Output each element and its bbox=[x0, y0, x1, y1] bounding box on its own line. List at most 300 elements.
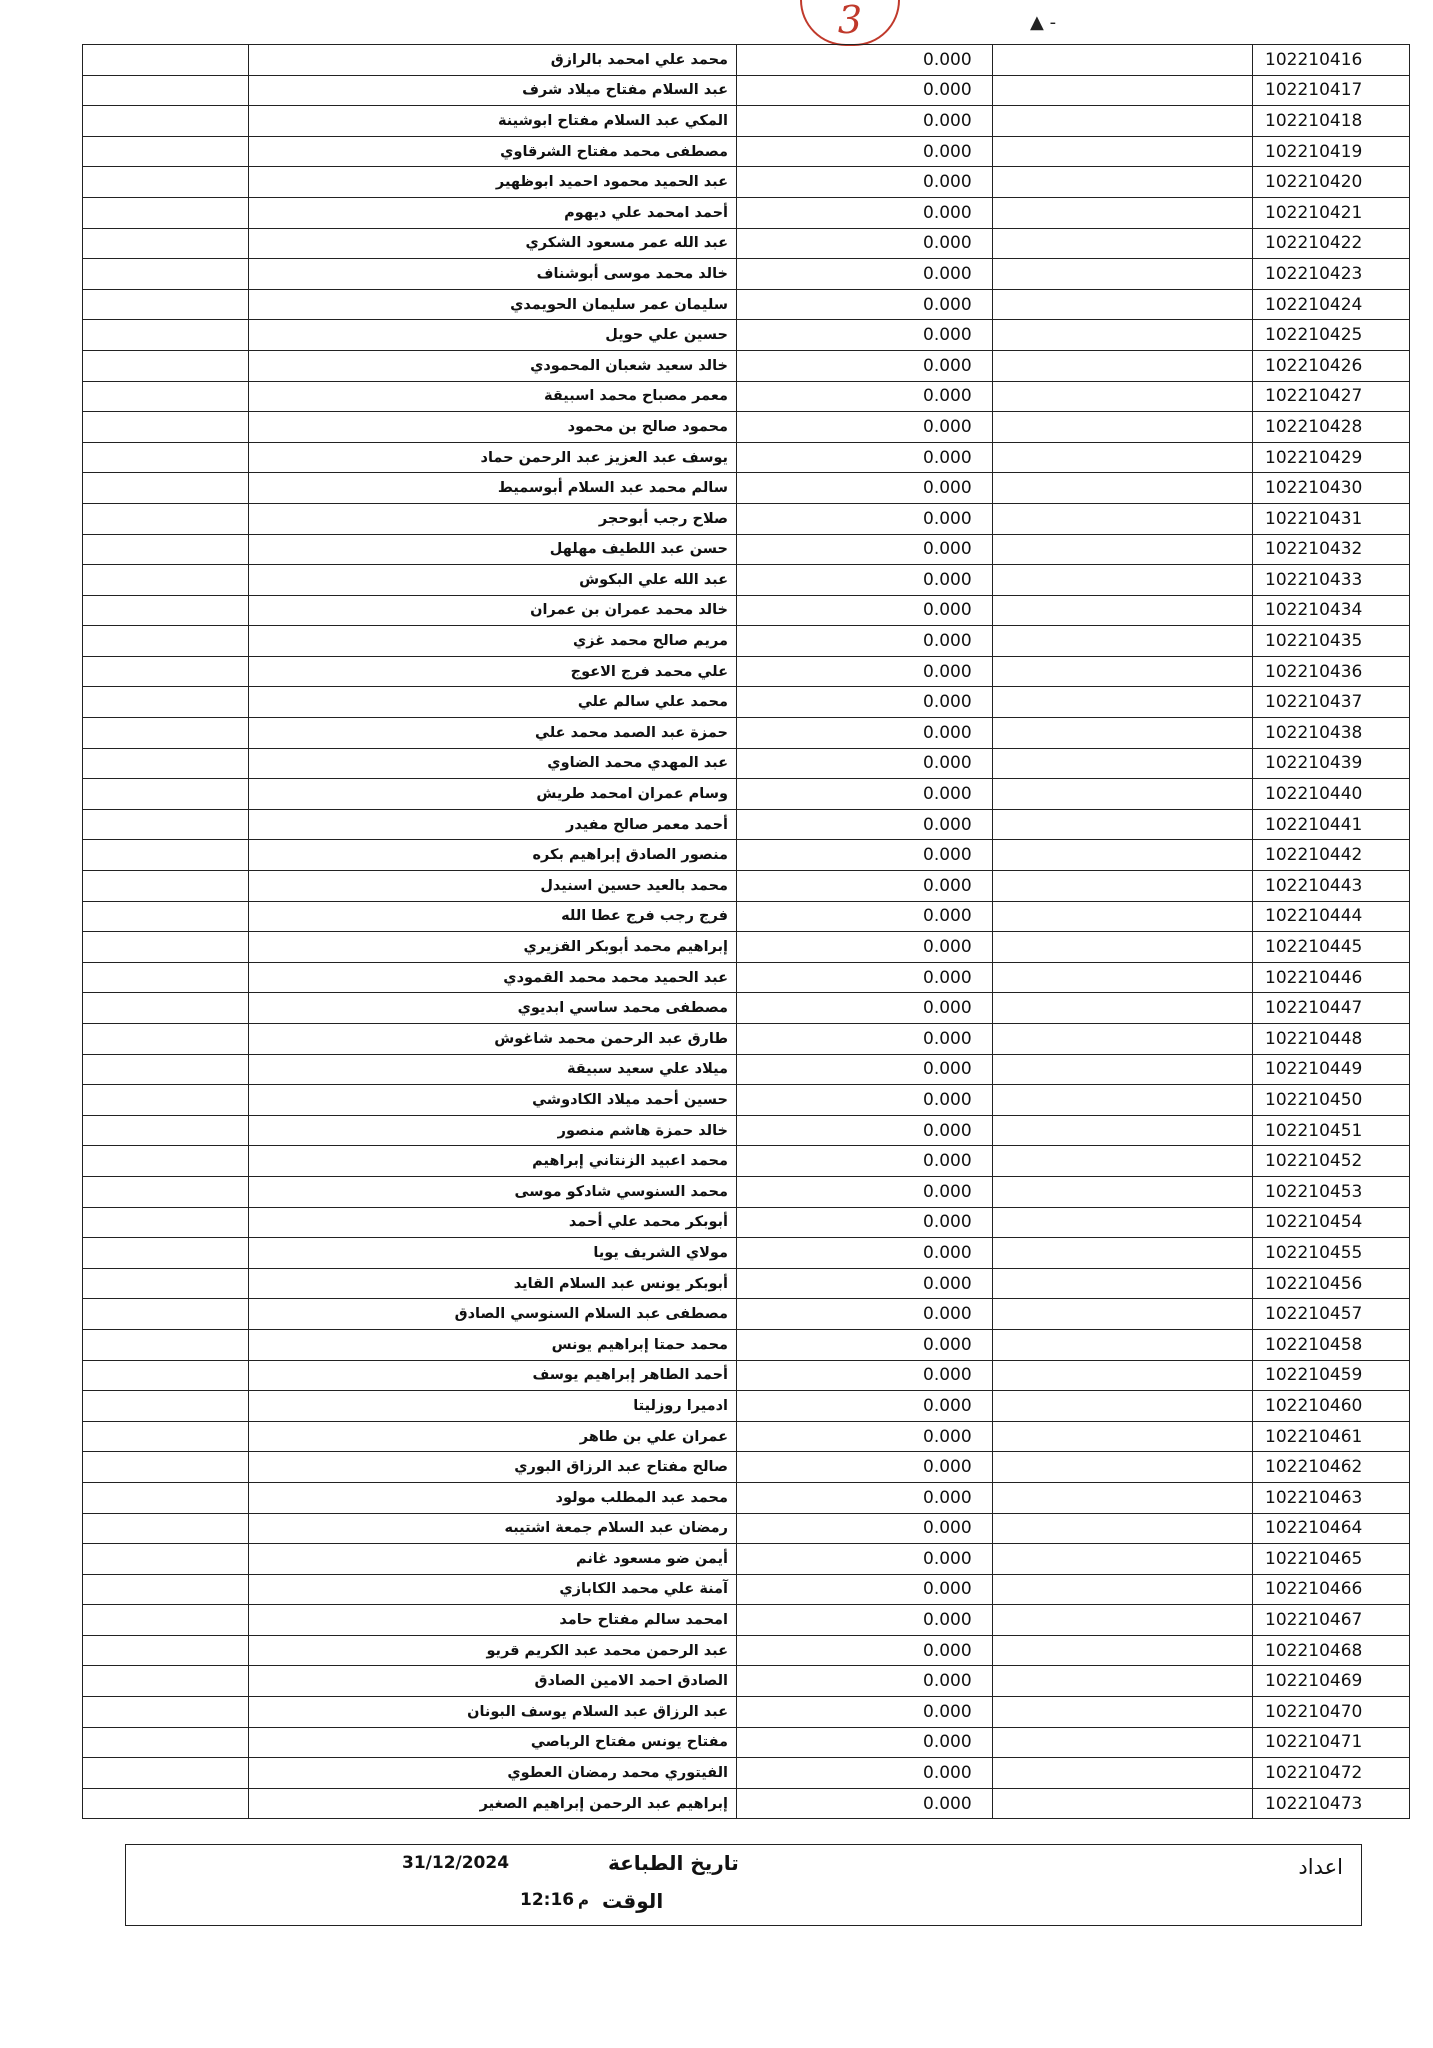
amount-cell: 0.000 bbox=[737, 1176, 993, 1207]
name-cell: رمضان عبد السلام جمعة اشتيبه bbox=[249, 1513, 737, 1544]
amount-cell: 0.000 bbox=[737, 1268, 993, 1299]
print-date-value: 31/12/2024 bbox=[402, 1853, 510, 1873]
amount-cell: 0.000 bbox=[737, 656, 993, 687]
id-cell: 102210426 bbox=[1253, 350, 1410, 381]
name-cell: سليمان عمر سليمان الحويمدي bbox=[249, 289, 737, 320]
amount-cell: 0.000 bbox=[737, 1727, 993, 1758]
blank-cell bbox=[83, 1421, 249, 1452]
name-cell: مصطفى محمد مفتاح الشرقاوي bbox=[249, 136, 737, 167]
amount-cell: 0.000 bbox=[737, 442, 993, 473]
id-cell: 102210446 bbox=[1253, 962, 1410, 993]
table-row bbox=[83, 1299, 1410, 1330]
name-cell: أحمد الطاهر إبراهيم يوسف bbox=[249, 1360, 737, 1391]
id-cell: 102210462 bbox=[1253, 1452, 1410, 1483]
print-date-label: تاريخ الطباعة bbox=[608, 1851, 739, 1875]
blank-cell bbox=[993, 473, 1253, 504]
blank-cell bbox=[83, 932, 249, 963]
blank-cell bbox=[993, 1758, 1253, 1789]
blank-cell bbox=[83, 259, 249, 290]
table-row bbox=[83, 381, 1410, 412]
id-cell: 102210427 bbox=[1253, 381, 1410, 412]
blank-cell bbox=[83, 473, 249, 504]
blank-cell bbox=[83, 503, 249, 534]
amount-cell: 0.000 bbox=[737, 1513, 993, 1544]
table-row bbox=[83, 718, 1410, 749]
table-row bbox=[83, 259, 1410, 290]
amount-cell: 0.000 bbox=[737, 626, 993, 657]
amount-cell: 0.000 bbox=[737, 901, 993, 932]
id-cell: 102210416 bbox=[1253, 45, 1410, 76]
amount-cell: 0.000 bbox=[737, 962, 993, 993]
table-row bbox=[83, 503, 1410, 534]
id-cell: 102210441 bbox=[1253, 809, 1410, 840]
print-time-suffix: م bbox=[578, 1891, 589, 1909]
table-row bbox=[83, 1482, 1410, 1513]
table-row bbox=[83, 932, 1410, 963]
table-row bbox=[83, 442, 1410, 473]
name-cell: محمود صالح بن محمود bbox=[249, 412, 737, 443]
id-cell: 102210440 bbox=[1253, 779, 1410, 810]
name-cell: يوسف عبد العزيز عبد الرحمن حماد bbox=[249, 442, 737, 473]
blank-cell bbox=[993, 106, 1253, 137]
name-cell: ادميرا روزليتا bbox=[249, 1391, 737, 1422]
blank-cell bbox=[993, 1697, 1253, 1728]
name-cell: طارق عبد الرحمن محمد شاغوش bbox=[249, 1024, 737, 1055]
id-cell: 102210442 bbox=[1253, 840, 1410, 871]
id-cell: 102210419 bbox=[1253, 136, 1410, 167]
blank-cell bbox=[993, 1727, 1253, 1758]
name-cell: أحمد امحمد علي ديهوم bbox=[249, 197, 737, 228]
blank-cell bbox=[993, 503, 1253, 534]
blank-cell bbox=[993, 871, 1253, 902]
blank-cell bbox=[993, 381, 1253, 412]
name-cell: عمران علي بن طاهر bbox=[249, 1421, 737, 1452]
name-cell: مصطفى محمد ساسي ابديوي bbox=[249, 993, 737, 1024]
amount-cell: 0.000 bbox=[737, 1054, 993, 1085]
blank-cell bbox=[993, 1574, 1253, 1605]
blank-cell bbox=[83, 381, 249, 412]
blank-cell bbox=[83, 962, 249, 993]
table-row bbox=[83, 1788, 1410, 1819]
id-cell: 102210453 bbox=[1253, 1176, 1410, 1207]
id-cell: 102210457 bbox=[1253, 1299, 1410, 1330]
name-cell: مفتاح يونس مفتاح الرباصي bbox=[249, 1727, 737, 1758]
blank-cell bbox=[83, 1635, 249, 1666]
print-time-label: الوقت bbox=[602, 1889, 664, 1913]
table-row bbox=[83, 289, 1410, 320]
table-row bbox=[83, 1146, 1410, 1177]
amount-cell: 0.000 bbox=[737, 289, 993, 320]
blank-cell bbox=[993, 1788, 1253, 1819]
blank-cell bbox=[993, 1635, 1253, 1666]
name-cell: امحمد سالم مفتاح حامد bbox=[249, 1605, 737, 1636]
table-row bbox=[83, 197, 1410, 228]
blank-cell bbox=[993, 1329, 1253, 1360]
blank-cell bbox=[83, 136, 249, 167]
table-row bbox=[83, 962, 1410, 993]
blank-cell bbox=[993, 779, 1253, 810]
blank-cell bbox=[83, 1574, 249, 1605]
table-row bbox=[83, 1085, 1410, 1116]
blank-cell bbox=[83, 1727, 249, 1758]
amount-cell: 0.000 bbox=[737, 748, 993, 779]
blank-cell bbox=[993, 1176, 1253, 1207]
blank-cell bbox=[83, 1697, 249, 1728]
id-cell: 102210423 bbox=[1253, 259, 1410, 290]
id-cell: 102210468 bbox=[1253, 1635, 1410, 1666]
id-cell: 102210443 bbox=[1253, 871, 1410, 902]
id-cell: 102210467 bbox=[1253, 1605, 1410, 1636]
amount-cell: 0.000 bbox=[737, 167, 993, 198]
amount-cell: 0.000 bbox=[737, 840, 993, 871]
id-cell: 102210433 bbox=[1253, 565, 1410, 596]
amount-cell: 0.000 bbox=[737, 1605, 993, 1636]
id-cell: 102210444 bbox=[1253, 901, 1410, 932]
blank-cell bbox=[993, 1299, 1253, 1330]
amount-cell: 0.000 bbox=[737, 993, 993, 1024]
name-cell: إبراهيم عبد الرحمن إبراهيم الصغير bbox=[249, 1788, 737, 1819]
name-cell: محمد عبد المطلب مولود bbox=[249, 1482, 737, 1513]
id-cell: 102210472 bbox=[1253, 1758, 1410, 1789]
id-cell: 102210420 bbox=[1253, 167, 1410, 198]
blank-cell bbox=[83, 840, 249, 871]
amount-cell: 0.000 bbox=[737, 381, 993, 412]
name-cell: ميلاد علي سعيد سبيقة bbox=[249, 1054, 737, 1085]
blank-cell bbox=[83, 320, 249, 351]
blank-cell bbox=[83, 1666, 249, 1697]
blank-cell bbox=[993, 626, 1253, 657]
amount-cell: 0.000 bbox=[737, 1666, 993, 1697]
amount-cell: 0.000 bbox=[737, 1482, 993, 1513]
name-cell: حسين علي حويل bbox=[249, 320, 737, 351]
name-cell: حسين أحمد ميلاد الكادوشي bbox=[249, 1085, 737, 1116]
blank-cell bbox=[993, 1238, 1253, 1269]
amount-cell: 0.000 bbox=[737, 503, 993, 534]
amount-cell: 0.000 bbox=[737, 45, 993, 76]
name-cell: محمد بالعيد حسين اسنيدل bbox=[249, 871, 737, 902]
amount-cell: 0.000 bbox=[737, 1574, 993, 1605]
amount-cell: 0.000 bbox=[737, 1085, 993, 1116]
amount-cell: 0.000 bbox=[737, 320, 993, 351]
blank-cell bbox=[83, 1054, 249, 1085]
blank-cell bbox=[993, 1054, 1253, 1085]
table-row bbox=[83, 687, 1410, 718]
table-row bbox=[83, 871, 1410, 902]
blank-cell bbox=[993, 1024, 1253, 1055]
name-cell: فرج رجب فرج عطا الله bbox=[249, 901, 737, 932]
pen-mark: ▲ - bbox=[1030, 12, 1057, 33]
id-cell: 102210463 bbox=[1253, 1482, 1410, 1513]
blank-cell bbox=[993, 901, 1253, 932]
blank-cell bbox=[993, 748, 1253, 779]
amount-cell: 0.000 bbox=[737, 1115, 993, 1146]
blank-cell bbox=[993, 1544, 1253, 1575]
blank-cell bbox=[993, 1605, 1253, 1636]
blank-cell bbox=[83, 748, 249, 779]
name-cell: صلاح رجب أبوحجر bbox=[249, 503, 737, 534]
id-cell: 102210470 bbox=[1253, 1697, 1410, 1728]
table-row bbox=[83, 1574, 1410, 1605]
blank-cell bbox=[83, 1544, 249, 1575]
amount-cell: 0.000 bbox=[737, 687, 993, 718]
id-cell: 102210418 bbox=[1253, 106, 1410, 137]
amount-cell: 0.000 bbox=[737, 136, 993, 167]
id-cell: 102210417 bbox=[1253, 75, 1410, 106]
blank-cell bbox=[83, 534, 249, 565]
blank-cell bbox=[83, 595, 249, 626]
name-cell: خالد محمد عمران بن عمران bbox=[249, 595, 737, 626]
amount-cell: 0.000 bbox=[737, 1146, 993, 1177]
amount-cell: 0.000 bbox=[737, 1024, 993, 1055]
blank-cell bbox=[993, 75, 1253, 106]
blank-cell bbox=[993, 1391, 1253, 1422]
table-row bbox=[83, 565, 1410, 596]
handwritten-page-number: 3 bbox=[800, 0, 900, 46]
id-cell: 102210436 bbox=[1253, 656, 1410, 687]
name-cell: خالد سعيد شعبان المحمودي bbox=[249, 350, 737, 381]
id-cell: 102210455 bbox=[1253, 1238, 1410, 1269]
amount-cell: 0.000 bbox=[737, 871, 993, 902]
blank-cell bbox=[83, 1391, 249, 1422]
table-row bbox=[83, 1452, 1410, 1483]
blank-cell bbox=[83, 1176, 249, 1207]
table-row bbox=[83, 1391, 1410, 1422]
blank-cell bbox=[993, 167, 1253, 198]
name-cell: عبد الرزاق عبد السلام يوسف البونان bbox=[249, 1697, 737, 1728]
blank-cell bbox=[83, 687, 249, 718]
id-cell: 102210451 bbox=[1253, 1115, 1410, 1146]
blank-cell bbox=[993, 1452, 1253, 1483]
name-cell: الصادق احمد الامين الصادق bbox=[249, 1666, 737, 1697]
blank-cell bbox=[83, 1329, 249, 1360]
table-row bbox=[83, 779, 1410, 810]
table-row bbox=[83, 748, 1410, 779]
blank-cell bbox=[83, 289, 249, 320]
id-cell: 102210471 bbox=[1253, 1727, 1410, 1758]
blank-cell bbox=[993, 350, 1253, 381]
id-cell: 102210449 bbox=[1253, 1054, 1410, 1085]
name-cell: عبد الحميد محمد محمد القمودي bbox=[249, 962, 737, 993]
table-row bbox=[83, 228, 1410, 259]
blank-cell bbox=[993, 1360, 1253, 1391]
blank-cell bbox=[83, 442, 249, 473]
blank-cell bbox=[83, 75, 249, 106]
table-row bbox=[83, 473, 1410, 504]
name-cell: محمد علي امحمد بالرازق bbox=[249, 45, 737, 76]
name-cell: عبد السلام مفتاح ميلاد شرف bbox=[249, 75, 737, 106]
id-cell: 102210460 bbox=[1253, 1391, 1410, 1422]
blank-cell bbox=[993, 1207, 1253, 1238]
name-cell: أبوبكر محمد علي أحمد bbox=[249, 1207, 737, 1238]
id-cell: 102210445 bbox=[1253, 932, 1410, 963]
blank-cell bbox=[83, 871, 249, 902]
blank-cell bbox=[993, 840, 1253, 871]
blank-cell bbox=[83, 228, 249, 259]
print-footer bbox=[125, 1844, 1362, 1926]
id-cell: 102210434 bbox=[1253, 595, 1410, 626]
name-cell: محمد اعبيد الزنتاني إبراهيم bbox=[249, 1146, 737, 1177]
table-row bbox=[83, 1421, 1410, 1452]
name-cell: أيمن ضو مسعود غانم bbox=[249, 1544, 737, 1575]
id-cell: 102210430 bbox=[1253, 473, 1410, 504]
blank-cell bbox=[993, 1115, 1253, 1146]
amount-cell: 0.000 bbox=[737, 565, 993, 596]
table-row bbox=[83, 809, 1410, 840]
name-cell: الفيتوري محمد رمضان العطوي bbox=[249, 1758, 737, 1789]
blank-cell bbox=[83, 1482, 249, 1513]
table-row bbox=[83, 1635, 1410, 1666]
id-cell: 102210459 bbox=[1253, 1360, 1410, 1391]
blank-cell bbox=[993, 197, 1253, 228]
blank-cell bbox=[993, 1146, 1253, 1177]
blank-cell bbox=[993, 809, 1253, 840]
table-row bbox=[83, 106, 1410, 137]
blank-cell bbox=[993, 228, 1253, 259]
table-row bbox=[83, 1544, 1410, 1575]
name-cell: عبد الله علي البكوش bbox=[249, 565, 737, 596]
blank-cell bbox=[993, 412, 1253, 443]
amount-cell: 0.000 bbox=[737, 1697, 993, 1728]
id-cell: 102210422 bbox=[1253, 228, 1410, 259]
amount-cell: 0.000 bbox=[737, 1635, 993, 1666]
blank-cell bbox=[83, 565, 249, 596]
id-cell: 102210431 bbox=[1253, 503, 1410, 534]
blank-cell bbox=[993, 1666, 1253, 1697]
amount-cell: 0.000 bbox=[737, 412, 993, 443]
blank-cell bbox=[993, 687, 1253, 718]
blank-cell bbox=[83, 1115, 249, 1146]
blank-cell bbox=[993, 595, 1253, 626]
print-time-value: 12:16 bbox=[520, 1890, 575, 1910]
id-cell: 102210432 bbox=[1253, 534, 1410, 565]
amount-cell: 0.000 bbox=[737, 1452, 993, 1483]
id-cell: 102210465 bbox=[1253, 1544, 1410, 1575]
table-row bbox=[83, 993, 1410, 1024]
name-cell: مولاي الشريف يويا bbox=[249, 1238, 737, 1269]
blank-cell bbox=[83, 167, 249, 198]
amount-cell: 0.000 bbox=[737, 1421, 993, 1452]
name-cell: معمر مصباح محمد اسبيقة bbox=[249, 381, 737, 412]
table-row bbox=[83, 412, 1410, 443]
id-cell: 102210437 bbox=[1253, 687, 1410, 718]
name-cell: إبراهيم محمد أبوبكر القزيري bbox=[249, 932, 737, 963]
id-cell: 102210447 bbox=[1253, 993, 1410, 1024]
table-row bbox=[83, 595, 1410, 626]
blank-cell bbox=[83, 901, 249, 932]
id-cell: 102210452 bbox=[1253, 1146, 1410, 1177]
blank-cell bbox=[993, 534, 1253, 565]
table-row bbox=[83, 1238, 1410, 1269]
name-cell: عبد المهدي محمد الضاوي bbox=[249, 748, 737, 779]
id-cell: 102210438 bbox=[1253, 718, 1410, 749]
name-cell: علي محمد فرج الاعوج bbox=[249, 656, 737, 687]
amount-cell: 0.000 bbox=[737, 1788, 993, 1819]
table-row bbox=[83, 45, 1410, 76]
blank-cell bbox=[83, 1085, 249, 1116]
table-row bbox=[83, 1666, 1410, 1697]
amount-cell: 0.000 bbox=[737, 197, 993, 228]
table-row bbox=[83, 1268, 1410, 1299]
blank-cell bbox=[83, 1788, 249, 1819]
id-cell: 102210450 bbox=[1253, 1085, 1410, 1116]
prepared-by-label: اعداد bbox=[1298, 1855, 1343, 1879]
blank-cell bbox=[993, 259, 1253, 290]
blank-cell bbox=[993, 320, 1253, 351]
table-row bbox=[83, 840, 1410, 871]
name-cell: عبد الحميد محمود احميد ابوظهير bbox=[249, 167, 737, 198]
amount-cell: 0.000 bbox=[737, 1391, 993, 1422]
id-cell: 102210466 bbox=[1253, 1574, 1410, 1605]
table-row bbox=[83, 1513, 1410, 1544]
blank-cell bbox=[993, 932, 1253, 963]
table-row bbox=[83, 136, 1410, 167]
table-row bbox=[83, 1024, 1410, 1055]
id-cell: 102210425 bbox=[1253, 320, 1410, 351]
name-cell: المكي عبد السلام مفتاح ابوشينة bbox=[249, 106, 737, 137]
name-cell: محمد السنوسي شادكو موسى bbox=[249, 1176, 737, 1207]
id-cell: 102210456 bbox=[1253, 1268, 1410, 1299]
amount-cell: 0.000 bbox=[737, 809, 993, 840]
blank-cell bbox=[83, 626, 249, 657]
name-cell: خالد محمد موسى أبوشناف bbox=[249, 259, 737, 290]
table-row bbox=[83, 1207, 1410, 1238]
name-cell: أبوبكر يونس عبد السلام القايد bbox=[249, 1268, 737, 1299]
id-cell: 102210448 bbox=[1253, 1024, 1410, 1055]
blank-cell bbox=[993, 565, 1253, 596]
name-cell: حمزة عبد الصمد محمد علي bbox=[249, 718, 737, 749]
name-cell: منصور الصادق إبراهيم بكره bbox=[249, 840, 737, 871]
blank-cell bbox=[83, 993, 249, 1024]
id-cell: 102210421 bbox=[1253, 197, 1410, 228]
blank-cell bbox=[993, 442, 1253, 473]
blank-cell bbox=[83, 1299, 249, 1330]
blank-cell bbox=[83, 106, 249, 137]
table-row bbox=[83, 1115, 1410, 1146]
name-cell: مريم صالح محمد غزي bbox=[249, 626, 737, 657]
amount-cell: 0.000 bbox=[737, 473, 993, 504]
amount-cell: 0.000 bbox=[737, 350, 993, 381]
name-cell: أحمد معمر صالح مفيدر bbox=[249, 809, 737, 840]
id-cell: 102210461 bbox=[1253, 1421, 1410, 1452]
name-cell: وسام عمران امحمد طريش bbox=[249, 779, 737, 810]
blank-cell bbox=[993, 718, 1253, 749]
table-row bbox=[83, 1329, 1410, 1360]
table-row bbox=[83, 320, 1410, 351]
blank-cell bbox=[83, 412, 249, 443]
table-row bbox=[83, 656, 1410, 687]
blank-cell bbox=[83, 656, 249, 687]
id-cell: 102210424 bbox=[1253, 289, 1410, 320]
blank-cell bbox=[83, 809, 249, 840]
name-cell: سالم محمد عبد السلام أبوسميط bbox=[249, 473, 737, 504]
amount-cell: 0.000 bbox=[737, 1360, 993, 1391]
blank-cell bbox=[993, 962, 1253, 993]
blank-cell bbox=[993, 1421, 1253, 1452]
table-row bbox=[83, 167, 1410, 198]
id-cell: 102210439 bbox=[1253, 748, 1410, 779]
name-cell: عبد الله عمر مسعود الشكري bbox=[249, 228, 737, 259]
blank-cell bbox=[83, 1207, 249, 1238]
id-cell: 102210454 bbox=[1253, 1207, 1410, 1238]
amount-cell: 0.000 bbox=[737, 1238, 993, 1269]
id-cell: 102210435 bbox=[1253, 626, 1410, 657]
blank-cell bbox=[83, 1238, 249, 1269]
name-cell: حسن عبد اللطيف مهلهل bbox=[249, 534, 737, 565]
blank-cell bbox=[83, 1024, 249, 1055]
amount-cell: 0.000 bbox=[737, 1207, 993, 1238]
amount-cell: 0.000 bbox=[737, 106, 993, 137]
blank-cell bbox=[993, 45, 1253, 76]
